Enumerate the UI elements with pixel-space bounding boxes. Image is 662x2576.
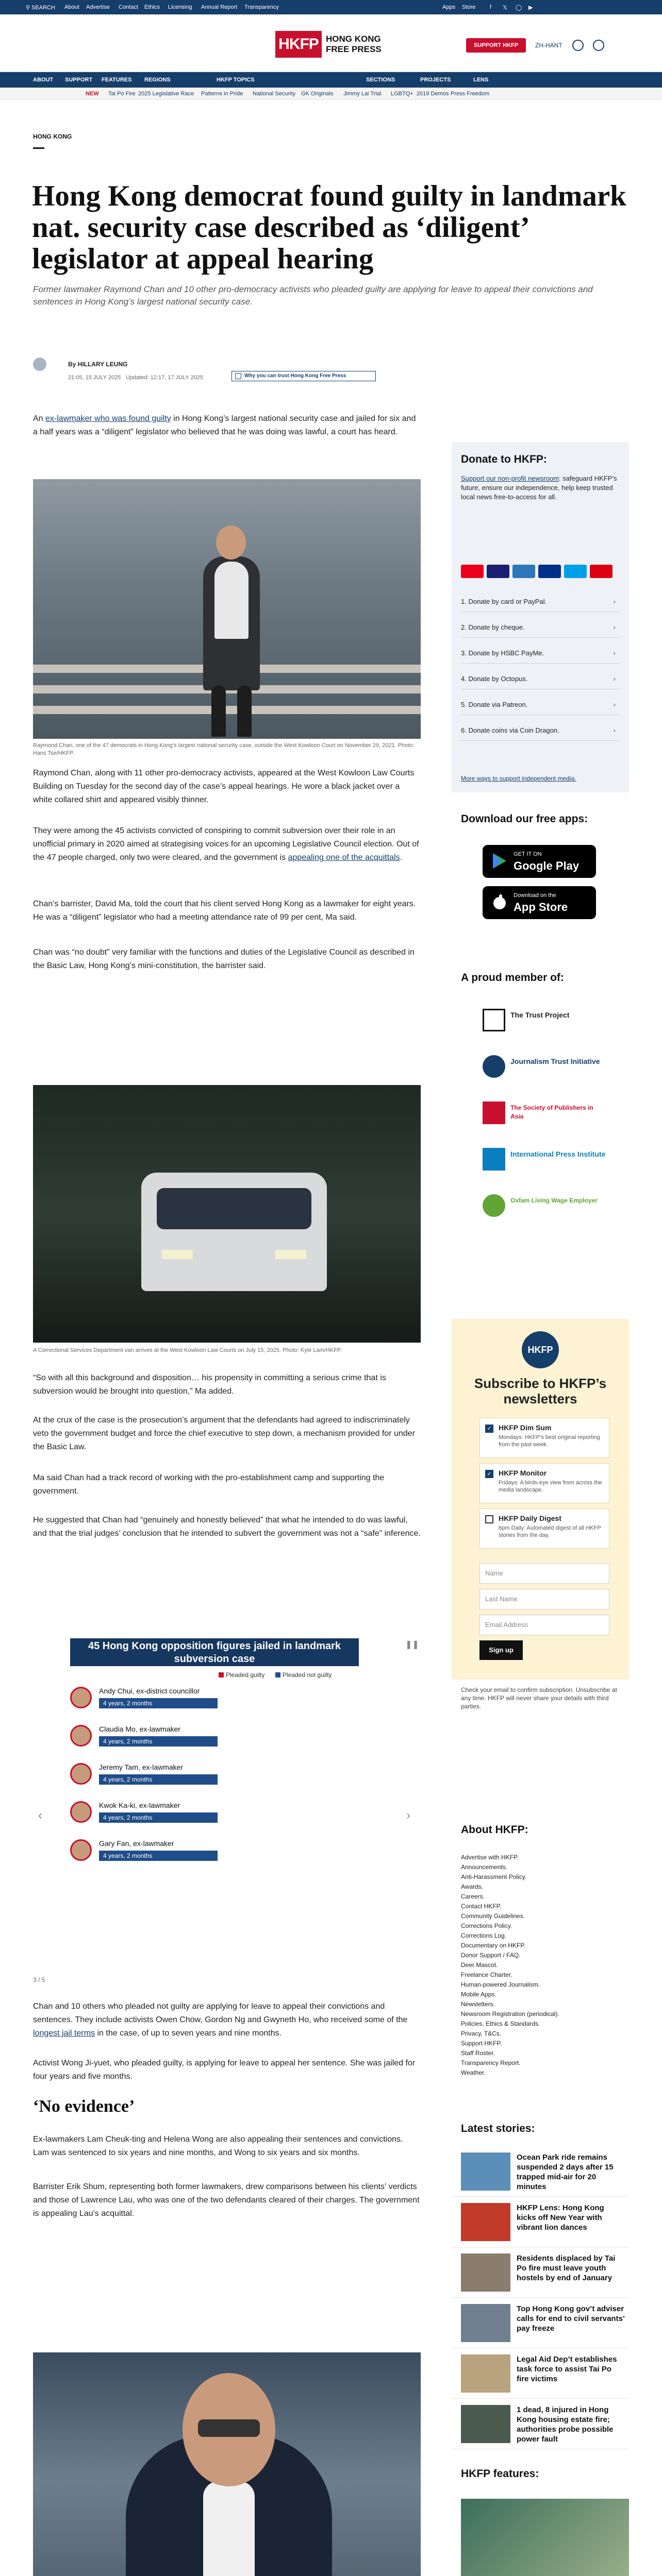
donate-text bbox=[461, 474, 621, 502]
checkbox-checked-icon[interactable]: ✓ bbox=[485, 1425, 493, 1433]
donate-option[interactable] bbox=[461, 669, 620, 689]
text: in Hong Kong’s largest national security case and jailed for six and a half years was a “diligent” legislator who believed that he was doing was lawful, a court has heard. bbox=[33, 414, 416, 436]
first-name-input[interactable]: Name bbox=[479, 1563, 609, 1584]
carousel-next-icon[interactable]: › bbox=[406, 1808, 410, 1822]
latest-story[interactable] bbox=[452, 2199, 629, 2247]
photo-glasses bbox=[198, 2419, 260, 2437]
apple-icon bbox=[491, 893, 508, 911]
about-link[interactable]: Weather. bbox=[461, 2069, 486, 2076]
story-title: Legal Aid Dep’t establishes task force to assist Tai Po fire victims bbox=[517, 2355, 617, 2383]
util-annual-report[interactable]: Annual Report bbox=[201, 4, 238, 10]
photo-van bbox=[141, 1173, 327, 1291]
chevron-right-icon: › bbox=[613, 675, 616, 683]
about-title: About HKFP: bbox=[461, 1824, 528, 1836]
pause-icon[interactable]: ❚❚ bbox=[405, 1640, 419, 1649]
paragraph: Chan was “no doubt” very familiar with the functions and duties of the Legislative Council as described in the Basic Law, Hong Kong’s mini-constitution, the barrister said. bbox=[33, 948, 415, 970]
donate-option-label: 1. Donate by card or PayPal. bbox=[461, 598, 547, 605]
why-trust-label: Why you can trust Hong Kong Free Press bbox=[244, 373, 346, 379]
trust-icon bbox=[235, 373, 241, 379]
story-title: Top Hong Kong gov’t adviser calls for end to civil servants’ pay freeze bbox=[517, 2304, 625, 2333]
about-link[interactable]: Privacy, T&Cs. bbox=[461, 2030, 502, 2037]
search-link[interactable]: ⚲ SEARCH bbox=[26, 5, 55, 11]
story-title: Residents displaced by Tai Po fire must leave youth hostels by end of January bbox=[517, 2254, 616, 2282]
newsletter-option-daily-digest[interactable] bbox=[479, 1509, 609, 1549]
about-link[interactable]: Corrections Policy. bbox=[461, 1922, 512, 1929]
infographic-row bbox=[70, 1684, 359, 1713]
donate-option-label: 4. Donate by Octopus. bbox=[461, 675, 528, 683]
store-subtitle: Download on the bbox=[514, 892, 556, 899]
donate-option-label: 5. Donate via Patreon. bbox=[461, 701, 528, 708]
about-link[interactable]: Support HKFP. bbox=[461, 2040, 502, 2047]
photo-face bbox=[216, 526, 246, 560]
kicker-divider bbox=[33, 147, 44, 149]
trending-item[interactable]: 2025 Legislative Race bbox=[138, 91, 194, 97]
member-name: Journalism Trust Initiative bbox=[510, 1057, 600, 1065]
member-logo[interactable] bbox=[483, 1005, 606, 1036]
paragraph: “So with all this background and disposition… his propensity in committing a serious crime that is subversion would be brought into question,” Ma added. bbox=[33, 1374, 386, 1396]
nav-regions[interactable]: REGIONS bbox=[144, 77, 171, 83]
google-play-icon bbox=[491, 852, 508, 870]
about-link[interactable]: Contact HKFP. bbox=[461, 1903, 502, 1910]
article-category[interactable]: HONG KONG bbox=[33, 133, 72, 140]
nav-lens[interactable]: LENS bbox=[473, 77, 489, 83]
logo-line-2: FREE PRESS bbox=[326, 44, 382, 54]
sentence-bar: 4 years, 2 months bbox=[99, 1698, 218, 1708]
photo-leg bbox=[211, 685, 226, 737]
feature-image bbox=[461, 2499, 629, 2576]
about-link[interactable]: Newsroom Registration (periodical). bbox=[461, 2010, 559, 2018]
sentence-bar: 4 years, 2 months bbox=[99, 1774, 218, 1785]
about-link[interactable]: Community Guidelines. bbox=[461, 1912, 525, 1920]
newsletter-desc: Fridays: A birds-eye view from across the media landscape. bbox=[499, 1480, 602, 1493]
donate-option[interactable] bbox=[461, 643, 620, 664]
donate-option-label: 6. Donate coins via Coin Dragon. bbox=[461, 726, 559, 734]
story-thumbnail bbox=[461, 2304, 510, 2342]
visa-icon bbox=[487, 565, 509, 578]
inline-link[interactable]: longest jail terms bbox=[33, 2029, 95, 2038]
about-link[interactable]: Awards. bbox=[461, 1883, 484, 1890]
mastercard-icon bbox=[461, 565, 484, 578]
about-link[interactable]: Donor Support / FAQ. bbox=[461, 1952, 521, 1959]
section-heading: ‘No evidence’ bbox=[33, 2097, 135, 2116]
signup-note: Check your email to confirm subscription. Unsubscribe at any time. HKFP will never share your details with third parties. bbox=[461, 1686, 617, 1710]
legend-not-guilty bbox=[275, 1671, 332, 1679]
paragraph: Barrister Erik Shum, representing both former lawmakers, drew comparisons between his clients’ verdicts and those of Lawrence Lau, who was one of the two defendants cleared of their charges. The government is appealing Lau’s acquittal. bbox=[33, 2182, 420, 2218]
utility-bar bbox=[0, 0, 662, 14]
newsletter-desc: Mondays: HKFP’s best original reporting from the past week. bbox=[499, 1434, 600, 1448]
photo-van-light bbox=[275, 1250, 306, 1259]
sentence-bar: 4 years, 2 months bbox=[99, 1812, 218, 1823]
defendant-avatar bbox=[70, 1725, 92, 1747]
trending-item[interactable]: 2019 Demos bbox=[417, 91, 449, 97]
trending-item[interactable]: LGBTQ+ bbox=[391, 91, 413, 97]
member-name: International Press Institute bbox=[510, 1150, 606, 1158]
donate-option[interactable] bbox=[461, 591, 620, 612]
about-link[interactable]: Advertise with HKFP. bbox=[461, 1854, 519, 1861]
article-photo-csd-van bbox=[33, 1085, 421, 1343]
carousel-pager: 3 / 5 bbox=[33, 1976, 45, 1984]
member-name: Oxfam Living Wage Employer bbox=[510, 1197, 598, 1204]
about-link[interactable]: Corrections Log. bbox=[461, 1932, 507, 1939]
about-link[interactable]: Careers. bbox=[461, 1893, 485, 1900]
carousel-prev-icon[interactable]: ‹ bbox=[38, 1808, 42, 1822]
newsletter-name: HKFP Dim Sum bbox=[499, 1423, 552, 1432]
paragraph: At the crux of the case is the prosecution’s argument that the defendants had agreed to indiscriminately veto the government budget and force the chief executive to step down, a mechanism provided for under the Basic Law. bbox=[33, 1416, 415, 1451]
text: : safeguard HKFP’s future, ensure our independence, help keep trusted local news free-to-access for all. bbox=[461, 474, 617, 501]
trending-item[interactable]: GK Originals bbox=[301, 91, 334, 97]
checkbox-unchecked-icon[interactable] bbox=[485, 1515, 493, 1523]
site-logo[interactable] bbox=[275, 31, 389, 58]
story-title: HKFP Lens: Hong Kong kicks off New Year with vibrant lion dances bbox=[517, 2204, 604, 2232]
photo-shirt bbox=[203, 2481, 255, 2576]
search-icon[interactable] bbox=[593, 40, 604, 51]
amex-icon bbox=[512, 565, 535, 578]
donate-panel bbox=[452, 442, 629, 792]
photo-shirt bbox=[214, 562, 249, 639]
octopus-icon bbox=[564, 565, 587, 578]
publish-date: 21:05, 15 JULY 2025 bbox=[68, 375, 121, 381]
about-link[interactable]: Mobile Apps. bbox=[461, 1991, 496, 1998]
defendant-avatar bbox=[70, 1687, 92, 1708]
member-name: The Society of Publishers in Asia bbox=[510, 1104, 593, 1120]
youtube-icon[interactable]: ▶ bbox=[528, 5, 533, 11]
util-contact[interactable]: Contact bbox=[119, 4, 138, 10]
trending-label: NEW bbox=[86, 91, 99, 97]
google-play-badge[interactable] bbox=[483, 845, 596, 878]
site-header bbox=[0, 14, 662, 72]
defendant-avatar bbox=[70, 1801, 92, 1823]
story-title: 1 dead, 8 injured in Hong Kong housing estate fire; authorities probe possible power fault bbox=[517, 2405, 614, 2444]
store-subtitle: GET IT ON bbox=[514, 851, 542, 857]
photo-caption: A Correctional Services Department van arrives at the West Kowloon Law Courts on July 15, 2025. Photo: Kyle Lam/HKFP. bbox=[33, 1347, 342, 1353]
latest-story[interactable] bbox=[452, 2300, 629, 2348]
trending-item[interactable]: Tai Po Fire bbox=[108, 91, 136, 97]
infographic-row bbox=[70, 1836, 359, 1865]
infographic-row bbox=[70, 1760, 359, 1789]
util-transparency[interactable]: Transparency bbox=[244, 4, 279, 10]
member-title: A proud member of: bbox=[461, 972, 564, 984]
chevron-right-icon: › bbox=[613, 726, 616, 734]
story-thumbnail bbox=[461, 2153, 510, 2191]
about-link[interactable]: Staff Roster. bbox=[461, 2049, 495, 2057]
about-link[interactable]: Transparency Report. bbox=[461, 2059, 521, 2066]
paypal-icon bbox=[538, 565, 561, 578]
latest-story[interactable] bbox=[452, 2249, 629, 2298]
defendant-name: Jeremy Tam, ex-lawmaker bbox=[99, 1763, 184, 1771]
facebook-icon[interactable]: f bbox=[490, 4, 492, 10]
store-title: App Store bbox=[514, 901, 568, 913]
donate-link[interactable]: Support our non-profit newsroom bbox=[461, 474, 559, 482]
language-switch[interactable]: ZH-HANT bbox=[535, 42, 562, 49]
chevron-right-icon: › bbox=[613, 701, 616, 708]
paragraph: Raymond Chan, along with 11 other pro-democracy activists, appeared at the West Kowloon Law Courts Building on Tuesday for the second day of the case’s appeal hearings. He wore a black jacket over a white collared shirt and appeared visibly thinner. bbox=[33, 769, 415, 804]
article-photo-raymond-chan bbox=[33, 479, 421, 739]
newsletter-option-dim-sum[interactable] bbox=[479, 1418, 609, 1458]
text: . bbox=[400, 853, 403, 862]
paragraph: Activist Wong Ji-yuet, who pleaded guilty, is applying for leave to appeal her sentence. She was jailed for four years and five months. bbox=[33, 2059, 416, 2081]
paragraph: Ex-lawmakers Lam Cheuk-ting and Helena Wong are also appealing their sentences and convictions. Lam was sentenced to six years and nine months, and Wong to six years and six months. bbox=[33, 2135, 403, 2157]
why-trust-link[interactable] bbox=[231, 371, 376, 381]
paragraph bbox=[33, 412, 421, 439]
support-hkfp-button[interactable]: SUPPORT HKFP bbox=[466, 38, 526, 53]
article-byline[interactable]: By HILLARY LEUNG bbox=[68, 361, 128, 368]
story-thumbnail bbox=[461, 2405, 510, 2443]
instagram-icon[interactable]: ◯ bbox=[516, 5, 522, 11]
nav-support[interactable]: SUPPORT bbox=[65, 77, 93, 83]
nav-sections[interactable]: SECTIONS bbox=[366, 77, 395, 83]
defendant-name: Gary Fan, ex-lawmaker bbox=[99, 1839, 174, 1848]
paragraph: Ma said Chan had a track record of working with the pro-establishment camp and supporting the government. bbox=[33, 1473, 385, 1496]
about-link[interactable]: Documentary on HKFP. bbox=[461, 1942, 526, 1949]
subscribe-title: Subscribe to HKFP’s newsletters bbox=[474, 1376, 607, 1406]
util-licensing[interactable]: Licensing bbox=[168, 4, 192, 10]
trending-bar bbox=[0, 88, 662, 100]
member-logo[interactable] bbox=[483, 1051, 606, 1082]
trust-project-icon bbox=[483, 1009, 505, 1031]
member-logo[interactable] bbox=[483, 1190, 606, 1221]
logo-line-1: HONG KONG bbox=[326, 34, 381, 44]
nav-about[interactable]: ABOUT bbox=[33, 77, 54, 83]
nav-features[interactable]: FEATURES bbox=[102, 77, 132, 83]
about-link[interactable]: Freelance Charter. bbox=[461, 1971, 512, 1978]
story-thumbnail bbox=[461, 2354, 510, 2393]
story-thumbnail bbox=[461, 2253, 510, 2292]
about-link[interactable]: Newsletters. bbox=[461, 2001, 495, 2008]
util-advertise[interactable]: Advertise bbox=[86, 4, 110, 10]
paragraph: He suggested that Chan had “genuinely and honestly believed” that what he intended to do was lawful, and that the trial judges’ conclusion that he intended to subvert the government was not a “safe” inference. bbox=[33, 1516, 421, 1538]
text: An bbox=[33, 414, 46, 423]
article-dek: Former lawmaker Raymond Chan and 10 other pro-democracy activists who pleaded guilty are applying for leave to appeal their convictions and sentences in Hong Kong’s largest national security case. bbox=[33, 284, 593, 307]
hkfp-badge-icon: HKFP bbox=[522, 1331, 559, 1368]
legend-label: Pleaded not guilty bbox=[283, 1671, 332, 1679]
donate-option[interactable] bbox=[461, 617, 620, 638]
newsletter-option-monitor[interactable] bbox=[479, 1463, 609, 1503]
util-store[interactable]: Store bbox=[462, 4, 476, 10]
newsletter-name: HKFP Daily Digest bbox=[499, 1514, 561, 1522]
logo-mark: HKFP bbox=[275, 31, 322, 58]
chevron-right-icon: › bbox=[613, 623, 616, 631]
latest-story[interactable] bbox=[452, 2350, 629, 2399]
trending-item[interactable]: Press Freedom bbox=[451, 91, 490, 97]
story-title: Ocean Park ride remains suspended 2 days after 15 trapped mid-air for 20 minutes bbox=[517, 2153, 614, 2191]
donate-option-label: 2. Donate by cheque. bbox=[461, 623, 525, 631]
infographic-row bbox=[70, 1798, 359, 1827]
jti-icon bbox=[483, 1055, 505, 1078]
member-logo[interactable] bbox=[483, 1097, 606, 1128]
latest-story[interactable] bbox=[452, 2148, 629, 2197]
chevron-right-icon: › bbox=[613, 649, 616, 657]
photo-van-light bbox=[162, 1250, 193, 1259]
text: in the case, of up to seven years and nine months. bbox=[95, 2029, 282, 2038]
article-headline: Hong Kong democrat found guilty in landmark nat. security case described as ‘diligent’ legislator at appeal hearing bbox=[32, 180, 626, 275]
about-link[interactable]: Human-powered Journalism. bbox=[461, 1981, 540, 1988]
more-ways-link[interactable]: More ways to support independent media. bbox=[461, 775, 576, 782]
inline-link[interactable]: appealing one of the acquittals bbox=[288, 853, 400, 862]
infographic-row bbox=[70, 1722, 359, 1751]
nav-projects[interactable]: PROJECTS bbox=[420, 77, 451, 83]
photo-van-window bbox=[157, 1188, 311, 1229]
payme-icon bbox=[590, 565, 613, 578]
legend-swatch bbox=[219, 1672, 224, 1677]
sentence-bar: 4 years, 2 months bbox=[99, 1851, 218, 1861]
features-title: HKFP features: bbox=[461, 2468, 539, 2480]
updated-date: Updated: 12:17, 17 JULY 2025 bbox=[126, 375, 204, 381]
app-store-badge[interactable] bbox=[483, 886, 596, 919]
author-avatar bbox=[33, 358, 46, 371]
latest-story[interactable] bbox=[452, 2401, 629, 2449]
util-ethics[interactable]: Ethics bbox=[144, 4, 160, 10]
donate-title: Donate to HKFP: bbox=[461, 453, 547, 465]
about-link[interactable]: Deer Mascot. bbox=[461, 1961, 498, 1969]
about-link[interactable]: Anti-Harassment Policy. bbox=[461, 1873, 527, 1880]
infographic-title: 45 Hong Kong opposition figures jailed in landmark subversion case bbox=[70, 1638, 359, 1666]
util-about[interactable]: About bbox=[64, 4, 79, 10]
inline-link[interactable]: ex-lawmaker who was found guilty bbox=[45, 414, 171, 423]
last-name-input[interactable]: Last Name bbox=[479, 1589, 609, 1609]
defendant-name: Claudia Mo, ex-lawmaker bbox=[99, 1725, 180, 1733]
checkbox-checked-icon[interactable]: ✓ bbox=[485, 1470, 493, 1478]
defendant-avatar bbox=[70, 1839, 92, 1861]
trending-item[interactable]: Patterns in Pride bbox=[201, 91, 243, 97]
defendant-name: Kwok Ka-ki, ex-lawmaker bbox=[99, 1801, 180, 1809]
legend-label: Pleaded guilty bbox=[226, 1671, 265, 1679]
newsletter-name: HKFP Monitor bbox=[499, 1469, 547, 1477]
donate-option[interactable] bbox=[461, 694, 620, 715]
ipi-icon bbox=[483, 1148, 505, 1171]
photo-caption: Raymond Chan, one of the 47 democrats in Hong Kong’s largest national security case, outside the West Kowloon Court on November 29, 2021. Photo: Hans Tse/HKFP. bbox=[33, 742, 415, 756]
member-logo[interactable] bbox=[483, 1144, 606, 1175]
legend-swatch bbox=[275, 1672, 280, 1677]
text: They were among the 45 activists convicted of conspiring to commit subversion over their role in an unofficial primary in 2020 aimed at strategising voices for an upcoming Legislative Council election. Out of the 47 people charged, only two were cleared, and the government is bbox=[33, 826, 419, 862]
donate-option-label: 3. Donate by HSBC PayMe. bbox=[461, 649, 544, 657]
photo-step bbox=[33, 706, 421, 714]
nav-topics[interactable]: HKFP TOPICS bbox=[217, 77, 255, 83]
sopa-icon bbox=[483, 1101, 505, 1124]
legend-guilty bbox=[219, 1671, 264, 1679]
paragraph bbox=[33, 824, 421, 865]
latest-title: Latest stories: bbox=[461, 2123, 535, 2134]
donate-option[interactable] bbox=[461, 720, 620, 741]
about-link[interactable]: Announcements. bbox=[461, 1863, 508, 1871]
signup-button[interactable]: Sign up bbox=[479, 1640, 523, 1660]
store-title: Google Play bbox=[514, 859, 580, 872]
sentence-bar: 4 years, 2 months bbox=[99, 1736, 218, 1747]
defendant-avatar bbox=[70, 1763, 92, 1785]
about-link[interactable]: Policies, Ethics & Standards. bbox=[461, 2020, 540, 2027]
account-icon[interactable] bbox=[572, 40, 584, 51]
article-photo-lam-cheuk-ting bbox=[33, 2352, 421, 2576]
member-name: The Trust Project bbox=[510, 1011, 570, 1019]
email-input[interactable]: Email Address bbox=[479, 1615, 609, 1635]
oxfam-icon bbox=[483, 1194, 505, 1217]
chevron-right-icon: › bbox=[613, 598, 616, 605]
jailed-figures-infographic bbox=[33, 1623, 421, 1973]
apps-title: Download our free apps: bbox=[461, 813, 588, 825]
newsletter-desc: 6pm Daily: Automated digest of all HKFP stories from the day. bbox=[499, 1525, 601, 1538]
text: Chan and 10 others who pleaded not guilty are applying for leave to appeal their convictions and sentences. They include activists Owen Chow, Gordon Ng and Gwyneth Ho, who received some of the bbox=[33, 2002, 408, 2024]
story-thumbnail bbox=[461, 2203, 510, 2241]
paragraph bbox=[33, 2000, 421, 2040]
newsletter-signup-panel bbox=[452, 1319, 629, 1680]
main-nav bbox=[0, 72, 662, 88]
trending-item[interactable]: Jimmy Lai Trial bbox=[343, 91, 382, 97]
trending-item[interactable]: National Security bbox=[253, 91, 296, 97]
photo-leg bbox=[237, 685, 252, 737]
defendant-name: Andy Chui, ex-district councillor bbox=[99, 1687, 200, 1695]
x-icon[interactable]: 𝕏 bbox=[503, 5, 507, 11]
util-apps[interactable]: Apps bbox=[442, 4, 456, 10]
paragraph: Chan’s barrister, David Ma, told the court that his client served Hong Kong as a lawmaker for eight years. He was a “diligent” legislator who had a meeting attendance rate of 99 per cent, Ma said. bbox=[33, 900, 416, 922]
